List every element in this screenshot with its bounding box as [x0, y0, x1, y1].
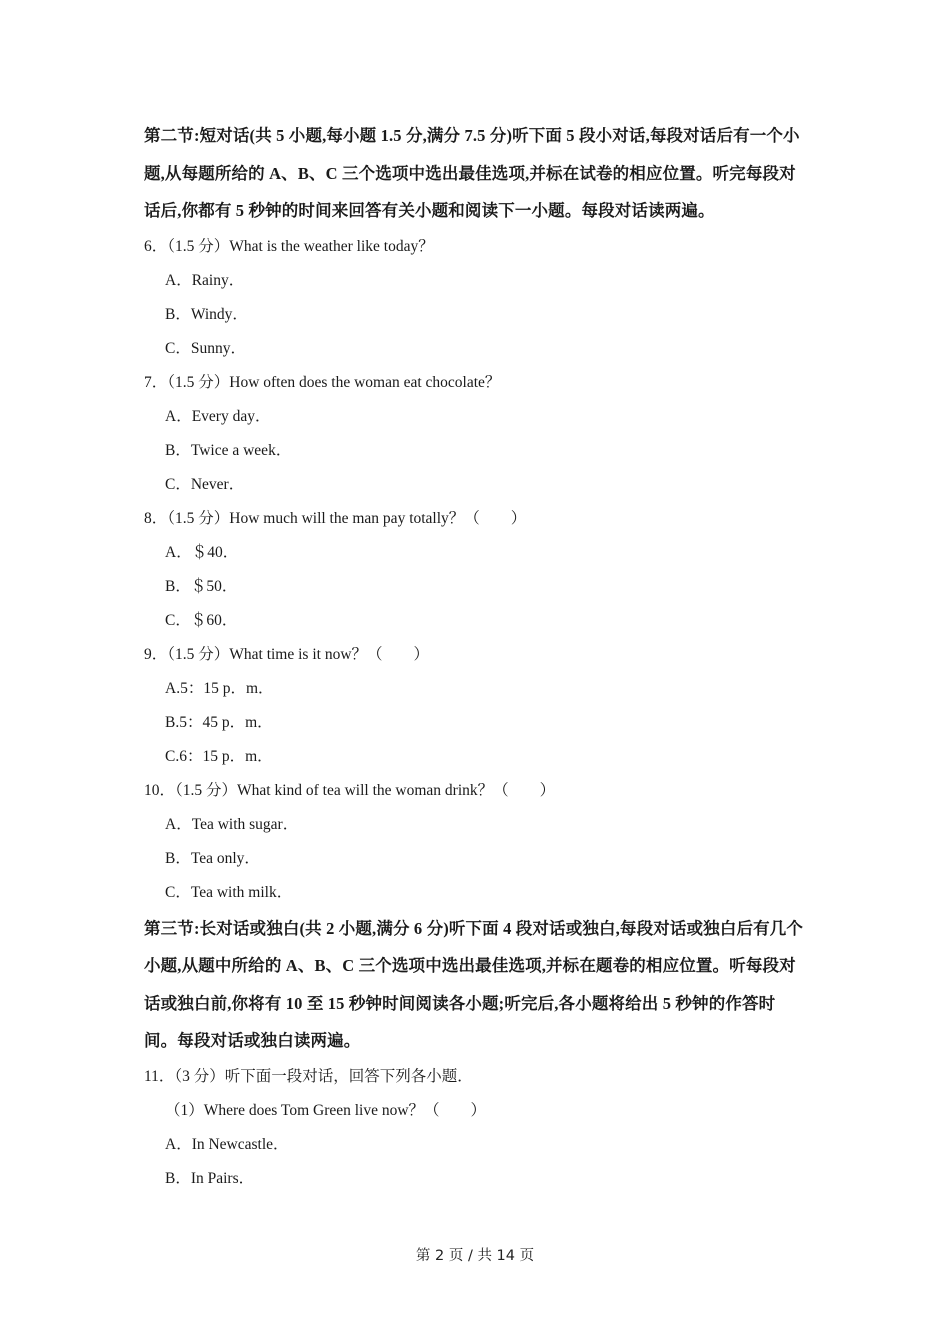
question-7 — [144, 366, 808, 502]
option-c: C．Tea with milk． — [165, 883, 293, 901]
option-b: B．Twice a week． — [165, 441, 292, 459]
section2-heading: 第二节:短对话(共 5 小题,每小题 1.5 分,满分 7.5 分)听下面 5 段小对话,每段对话后有一个小题,从每题所给的 A、B、C 三个选项中选出最佳选项,并标在试卷的相应位置。听完每段对话后,你都有 5 秒钟的时间来回答有关小题和阅读下一小题。每段对话读两遍。 — [144, 126, 800, 220]
question-stem: 9．（1.5 分）What time is it now？（ ） — [144, 645, 430, 663]
question-stem: 10．（1.5 分）What kind of tea will the woman drink？（ ） — [144, 781, 556, 799]
question-10 — [144, 774, 808, 910]
option-c: C.6：15 p．m． — [165, 747, 273, 765]
question-9 — [144, 638, 808, 774]
sub-question-stem: （1）Where does Tom Green live now？（ ） — [165, 1101, 487, 1119]
question-stem: 7．（1.5 分）How often does the woman eat chocolate？ — [144, 373, 501, 391]
option-a: A．＄40． — [165, 543, 239, 561]
option-a: A．Every day． — [165, 407, 271, 425]
option-a: A．In Newcastle． — [165, 1135, 289, 1153]
section3-heading: 第三节:长对话或独白(共 2 小题,满分 6 分)听下面 4 段对话或独白,每段对话或独白后有几个小题,从题中所给的 A、B、C 三个选项中选出最佳选项,并标在题卷的相应位置。听每段对话或独白前,你将有 10 至 15 秒钟时间阅读各小题;听完后,各小题将给出 5 秒钟的作答时间。每段对话或独白读两遍。 — [144, 918, 804, 1050]
question-11 — [144, 1060, 808, 1196]
option-b: B．＄50． — [165, 577, 238, 595]
page-number-footer: 第 2 页 / 共 14 页 — [415, 1248, 535, 1264]
option-b: B.5：45 p．m． — [165, 713, 273, 731]
option-a: A．Rainy． — [165, 271, 245, 289]
option-a: A．Tea with sugar． — [165, 815, 299, 833]
option-c: C．Sunny． — [165, 339, 246, 357]
option-b: B．Windy． — [165, 305, 248, 323]
page-content — [144, 117, 808, 1196]
question-stem: 6．（1.5 分）What is the weather like today？ — [144, 237, 434, 255]
option-b: B．In Pairs． — [165, 1169, 255, 1187]
option-c: C．＄60． — [165, 611, 238, 629]
option-b: B．Tea only． — [165, 849, 260, 867]
question-stem: 11．（3 分）听下面一段对话，回答下列各小题． — [144, 1067, 473, 1085]
option-a: A.5：15 p．m． — [165, 679, 274, 697]
question-8 — [144, 502, 808, 638]
question-6 — [144, 230, 808, 366]
option-c: C．Never． — [165, 475, 245, 493]
question-stem: 8．（1.5 分）How much will the man pay totally？（ ） — [144, 509, 527, 527]
